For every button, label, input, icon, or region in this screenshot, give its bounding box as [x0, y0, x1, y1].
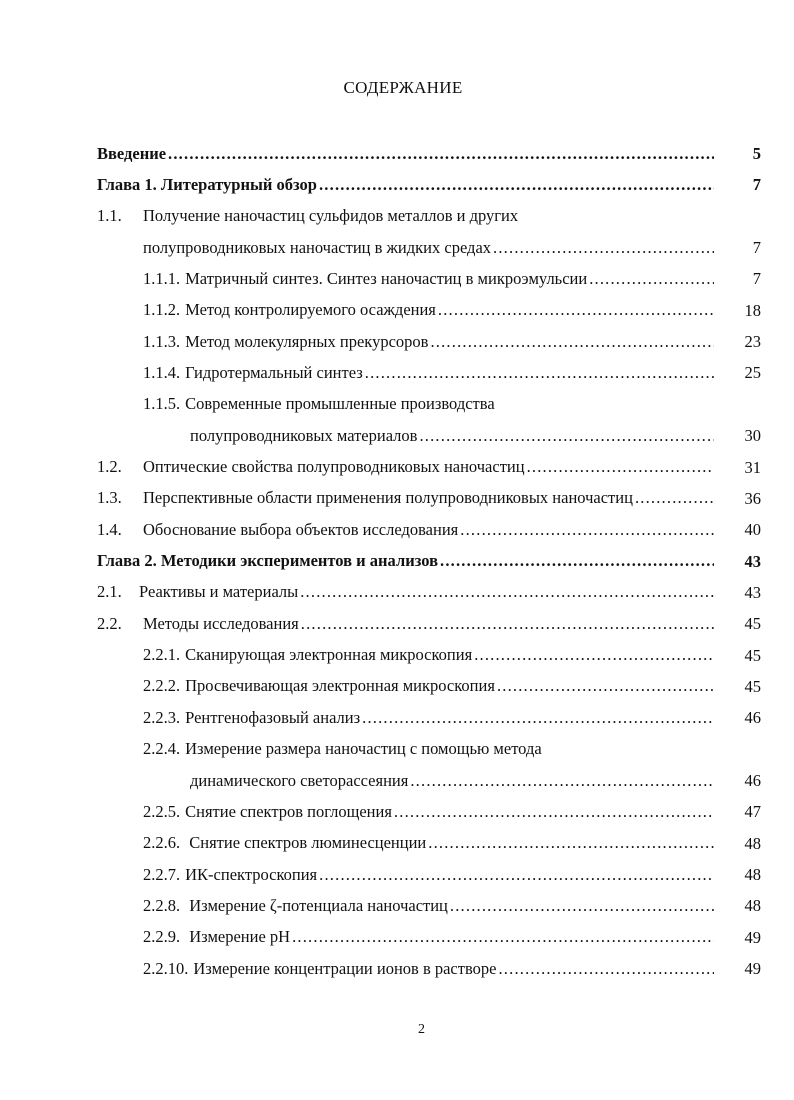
toc-entry-title: [143, 796, 714, 827]
toc-entry-title: [143, 859, 714, 890]
toc-entry: [0, 890, 794, 921]
section-number: 2.2.9.: [143, 927, 181, 947]
section-title: Современные промышленные производства: [185, 394, 495, 414]
section-title: Просвечивающая электронная микроскопия: [185, 676, 495, 696]
section-title: Снятие спектров люминесценции: [185, 833, 427, 853]
dot-leader: [589, 269, 714, 289]
dot-leader: [635, 488, 714, 508]
section-title: Перспективные области применения полупроводниковых наночастиц: [143, 488, 633, 508]
page-ref: 25: [744, 363, 761, 383]
page-title: СОДЕРЖАНИЕ: [343, 78, 463, 97]
section-title: Получение наночастиц сульфидов металлов и других: [143, 206, 519, 226]
toc-entry: [0, 232, 794, 263]
toc-entry: [0, 828, 794, 859]
section-title: Методы исследования: [143, 613, 299, 633]
toc-entry-title: [97, 201, 714, 232]
toc-entry-title: [97, 577, 714, 608]
section-number: 1.1.3.: [143, 331, 181, 351]
page-ref: 48: [744, 896, 761, 916]
toc-entry-title: [143, 953, 714, 984]
page-ref: 36: [744, 488, 761, 508]
toc-entry-title: [143, 702, 714, 733]
toc-entry-title: [97, 483, 714, 514]
section-title: Измерение ζ-потенциала наночастиц: [185, 895, 448, 915]
toc-entry: [0, 859, 794, 890]
dot-leader: [168, 144, 714, 164]
toc-entry: [0, 922, 794, 953]
section-number: 1.3.: [97, 488, 122, 508]
dot-leader: [493, 238, 714, 258]
toc-entry: [0, 295, 794, 326]
toc-entry: [0, 357, 794, 388]
toc-entry: [0, 796, 794, 827]
section-title: Реактивы и материалы: [139, 582, 299, 602]
page-ref: 45: [744, 614, 761, 634]
section-number: 2.2.7.: [143, 864, 181, 884]
section-title: Снятие спектров поглощения: [185, 801, 392, 821]
toc-entry: [0, 734, 794, 765]
section-number: 1.4.: [97, 519, 122, 539]
page-ref: 48: [744, 833, 761, 853]
toc-entry-title: [97, 546, 714, 577]
toc-entry-title: [143, 232, 714, 263]
dot-leader: [428, 833, 714, 853]
section-title: Сканирующая электронная микроскопия: [185, 645, 473, 665]
dot-leader: [440, 551, 714, 571]
toc-entry: [0, 389, 794, 420]
section-number: 1.2.: [97, 457, 122, 476]
section-title: Метод контролируемого осаждения: [185, 300, 436, 320]
dot-leader: [438, 300, 714, 320]
section-number: 2.2.: [97, 613, 122, 633]
dot-leader: [300, 582, 714, 602]
section-title: Оптические свойства полупроводниковых наночастиц: [143, 457, 525, 476]
page-ref: 40: [744, 520, 761, 540]
page-ref: 47: [744, 802, 761, 822]
toc-entry-title: [190, 420, 714, 451]
toc-entry-title: [97, 514, 714, 545]
toc-entry-title: [97, 608, 714, 639]
dot-leader: [460, 520, 714, 540]
section-number: 1.1.4.: [143, 362, 181, 382]
section-number: 1.1.1.: [143, 268, 181, 288]
page-ref: 31: [744, 457, 761, 477]
dot-leader: [497, 676, 714, 696]
toc-entry: [0, 640, 794, 671]
page-ref: 7: [752, 238, 761, 258]
page-ref: 43: [744, 582, 761, 602]
toc-entry: [0, 546, 794, 577]
section-number: 2.1.: [97, 582, 122, 602]
toc-entry-title: [143, 295, 714, 326]
section-number: 2.2.10.: [143, 958, 189, 978]
section-number: 1.1.: [97, 206, 122, 226]
section-title: Обоснование выбора объектов исследования: [143, 519, 459, 539]
dot-leader: [430, 332, 714, 352]
dot-leader: [301, 614, 714, 634]
section-title: Глава 1. Литературный обзор: [97, 174, 317, 194]
section-title: динамического светорассеяния: [190, 770, 409, 790]
section-title: полупроводниковых материалов: [190, 425, 418, 445]
toc-entry-title: [97, 169, 714, 200]
dot-leader: [419, 426, 714, 446]
section-title: Измерение размера наночастиц с помощью метода: [185, 739, 542, 759]
section-number: 2.2.8.: [143, 895, 181, 915]
section-title: Измерение концентрации ионов в растворе: [193, 958, 497, 978]
dot-leader: [292, 927, 714, 947]
page-ref: 49: [744, 927, 761, 947]
toc-entry: [0, 671, 794, 702]
toc-entry-title: [143, 922, 714, 953]
dot-leader: [527, 457, 714, 477]
section-title: ИК-спектроскопия: [185, 864, 318, 884]
section-number: 2.2.2.: [143, 676, 181, 696]
section-number: 1.1.5.: [143, 394, 181, 414]
section-title: Введение: [97, 143, 167, 163]
toc-entry: [0, 420, 794, 451]
toc-entry: [0, 483, 794, 514]
toc-entry-title: [143, 263, 714, 294]
toc-entry-title: [97, 452, 714, 483]
toc-entry: [0, 326, 794, 357]
toc-entry-title: [143, 828, 714, 859]
section-number: 2.2.6.: [143, 833, 181, 853]
toc-entry: [0, 765, 794, 796]
dot-leader: [365, 363, 714, 383]
toc-entry: [0, 702, 794, 733]
toc-entry-title: [143, 326, 714, 357]
section-title: Измерение pH: [185, 927, 291, 947]
toc-entry: [0, 608, 794, 639]
toc-entry: [0, 169, 794, 200]
page-ref: 45: [744, 676, 761, 696]
toc-entry-title: [143, 890, 714, 921]
page-ref: 7: [752, 269, 761, 289]
page-ref: 23: [744, 332, 761, 352]
section-number: 1.1.2.: [143, 300, 181, 320]
section-number: 2.2.5.: [143, 801, 181, 821]
section-title: Рентгенофазовый анализ: [185, 707, 361, 727]
section-title: Матричный синтез. Синтез наночастиц в микроэмульсии: [185, 268, 588, 288]
page-ref: 43: [744, 551, 761, 571]
dot-leader: [410, 771, 714, 791]
dot-leader: [319, 865, 714, 885]
toc-entry-title: [143, 734, 714, 765]
page-ref: 18: [744, 300, 761, 320]
toc-entry-title: [143, 640, 714, 671]
toc-entry-title: [97, 138, 714, 169]
page-ref: 46: [744, 771, 761, 790]
page-ref: 48: [744, 865, 761, 885]
toc-entry: [0, 263, 794, 294]
page-ref: 45: [744, 645, 761, 665]
section-title: полупроводниковых наночастиц в жидких средах: [143, 237, 492, 257]
toc-entry: [0, 577, 794, 608]
toc-entry: [0, 953, 794, 984]
page-ref: 46: [744, 708, 761, 728]
section-number: 2.2.1.: [143, 645, 181, 665]
page-ref: 5: [752, 144, 761, 163]
toc-entry: [0, 452, 794, 483]
dot-leader: [319, 175, 714, 195]
section-number: 2.2.4.: [143, 739, 181, 759]
section-title: Метод молекулярных прекурсоров: [185, 331, 429, 351]
toc-entry: [0, 514, 794, 545]
page-ref: 30: [744, 426, 761, 446]
dot-leader: [362, 708, 714, 728]
toc-entry-title: [190, 765, 714, 796]
section-title: Гидротермальный синтез: [185, 362, 363, 382]
dot-leader: [474, 645, 714, 665]
toc-entry: [0, 138, 794, 169]
dot-leader: [394, 802, 714, 822]
toc-entry-title: [143, 357, 714, 388]
page-number: 2: [418, 1022, 425, 1037]
dot-leader: [450, 896, 714, 916]
dot-leader: [498, 959, 714, 979]
section-title: Глава 2. Методики экспериментов и анализов: [97, 551, 438, 571]
page-ref: 7: [752, 175, 761, 195]
page-ref: 49: [744, 959, 761, 979]
toc-entry-title: [143, 671, 714, 702]
toc-entry: [0, 201, 794, 232]
toc-entry-title: [143, 389, 714, 420]
section-number: 2.2.3.: [143, 707, 181, 727]
